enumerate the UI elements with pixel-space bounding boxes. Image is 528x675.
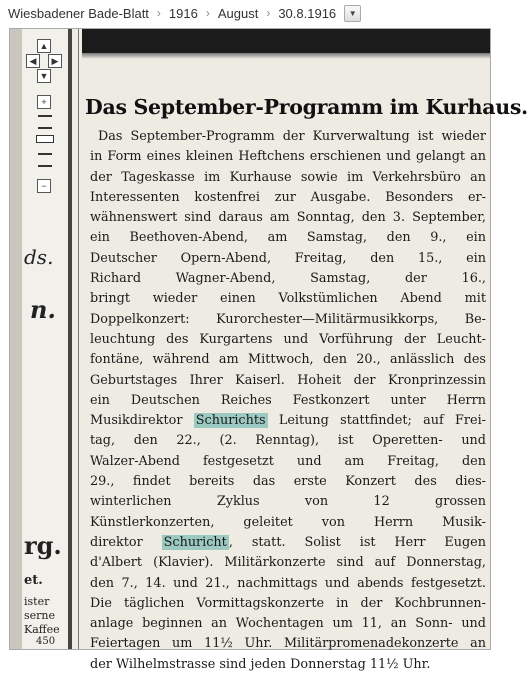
article-line-end: Leitung stattfindet; auf Frei- [267, 413, 486, 429]
article-line: Doppelkonzert: Kurorchester—Militärmusikkorps, Be- [90, 311, 486, 327]
article-line: Walzer-Abend festgesetzt und am Freitag, den [90, 453, 486, 469]
article-line: der Tageskasse im Kurhause sowie im Verkehrsbüro an [90, 169, 486, 185]
article-line: Das September-Programm der Kurverwaltung ist wieder [98, 129, 486, 144]
fragment-text: et. [24, 573, 43, 588]
adjacent-column-fragment [10, 29, 68, 649]
article-line: in Form eines kleinen Heftchens erschienen und gelangt an [90, 149, 486, 165]
image-viewer[interactable] [9, 28, 528, 672]
article-line: anlage beginnen an Wochentagen um 11, an Sonn- und [90, 616, 486, 632]
article-line: Geburtstages Ihrer Kaiserl. Hoheit der Kronprinzessin [90, 372, 486, 388]
breadcrumb-separator: › [156, 6, 161, 20]
article-line: Feiertagen um 11½ Uhr. Militärpromenadekonzerte an [90, 636, 486, 652]
article-line: ein Deutschen Reiches Festkonzert unter Herrn [90, 392, 486, 408]
article-line-highlighted [90, 411, 486, 431]
article-line: d'Albert (Klavier). Militärkonzerte sind auf Donnerstag, [90, 555, 486, 571]
article-line-end: , statt. Solist ist Herr Eugen [228, 534, 487, 550]
zoom-in-icon[interactable]: + [37, 95, 51, 109]
zoom-out-icon[interactable]: − [37, 179, 51, 193]
article-line-start: direktor [90, 534, 162, 550]
article-line-highlighted [90, 533, 486, 553]
zoom-slider-knob[interactable] [36, 135, 54, 143]
breadcrumb-item-newspaper[interactable]: Wiesbadener Bade-Blatt [8, 5, 149, 21]
newspaper-scan [10, 29, 528, 672]
zoom-slider[interactable] [41, 111, 49, 177]
article-line: Richard Wagner-Abend, Samstag, der 16., [90, 271, 486, 287]
article-line: ein Beethoven-Abend, am Samstag, den 9., ein [90, 230, 486, 246]
breadcrumb-item-month[interactable]: August [217, 5, 259, 21]
fragment-text: Kaffee [24, 623, 60, 636]
fragment-text: ister [24, 595, 50, 608]
article-line: Künstlerkonzerten, geleitet von Herrn Musik- [90, 514, 486, 530]
article-line: Interessenten kostenfrei zur Ausgabe. Besonders er- [90, 189, 486, 205]
article-line: bringt wieder einen Volkstümlichen Abend mit [90, 291, 486, 307]
article-line: Die täglichen Vormittagskonzerte in der Kochbrunnen- [90, 595, 486, 611]
fragment-text: ds. [24, 245, 54, 269]
column-rule [78, 29, 79, 649]
article-line: fontäne, während am Mittwoch, den 20., anlässlich des [90, 352, 486, 368]
article-line: wähnenswert sind daraus am Sonntag, den 3. September, [90, 210, 486, 226]
search-highlight[interactable]: Schuricht [163, 534, 227, 550]
pan-down-icon[interactable]: ▼ [37, 69, 51, 83]
previous-article-band [82, 29, 490, 53]
article-line: winterlichen Zyklus von 12 grossen [90, 494, 486, 510]
article-line: den 7., 14. und 21., nachmittags und abends festgesetzt. [90, 575, 486, 591]
chevron-down-icon[interactable]: ▼ [344, 5, 361, 22]
fragment-text: n. [30, 295, 56, 324]
fragment-text: rg. [24, 531, 62, 560]
article-line: Deutscher Opern-Abend, Freitag, den 15., ein [90, 250, 486, 266]
fragment-text: 450 [36, 636, 56, 647]
article-line-start: Musikdirektor [90, 413, 194, 429]
breadcrumb-item-date[interactable]: 30.8.1916 [278, 5, 337, 21]
column-rule [68, 29, 72, 649]
article-line: tag, den 22., (2. Renntag), ist Operetten- und [90, 433, 486, 449]
breadcrumb-separator: › [266, 6, 271, 20]
article-headline: Das September-Programm im Kurhaus. [85, 95, 528, 119]
article-line: leuchtung des Kurgartens und Vorführung der Leucht- [90, 331, 486, 347]
article-line: 29., findet bereits das erste Konzert des dies- [90, 474, 486, 490]
article-body [90, 127, 486, 675]
breadcrumb [0, 0, 496, 26]
article-line: der Wilhelmstrasse sind jeden Donnerstag 11½ Uhr. [90, 656, 431, 672]
breadcrumb-item-year[interactable]: 1916 [168, 5, 198, 21]
pan-up-icon[interactable]: ▲ [37, 39, 51, 53]
fragment-text: serne [24, 609, 56, 622]
search-highlight[interactable]: Schurichts [195, 413, 266, 429]
pan-left-icon[interactable]: ◀ [26, 54, 40, 68]
pan-right-icon[interactable]: ▶ [48, 54, 62, 68]
breadcrumb-separator: › [205, 6, 210, 20]
